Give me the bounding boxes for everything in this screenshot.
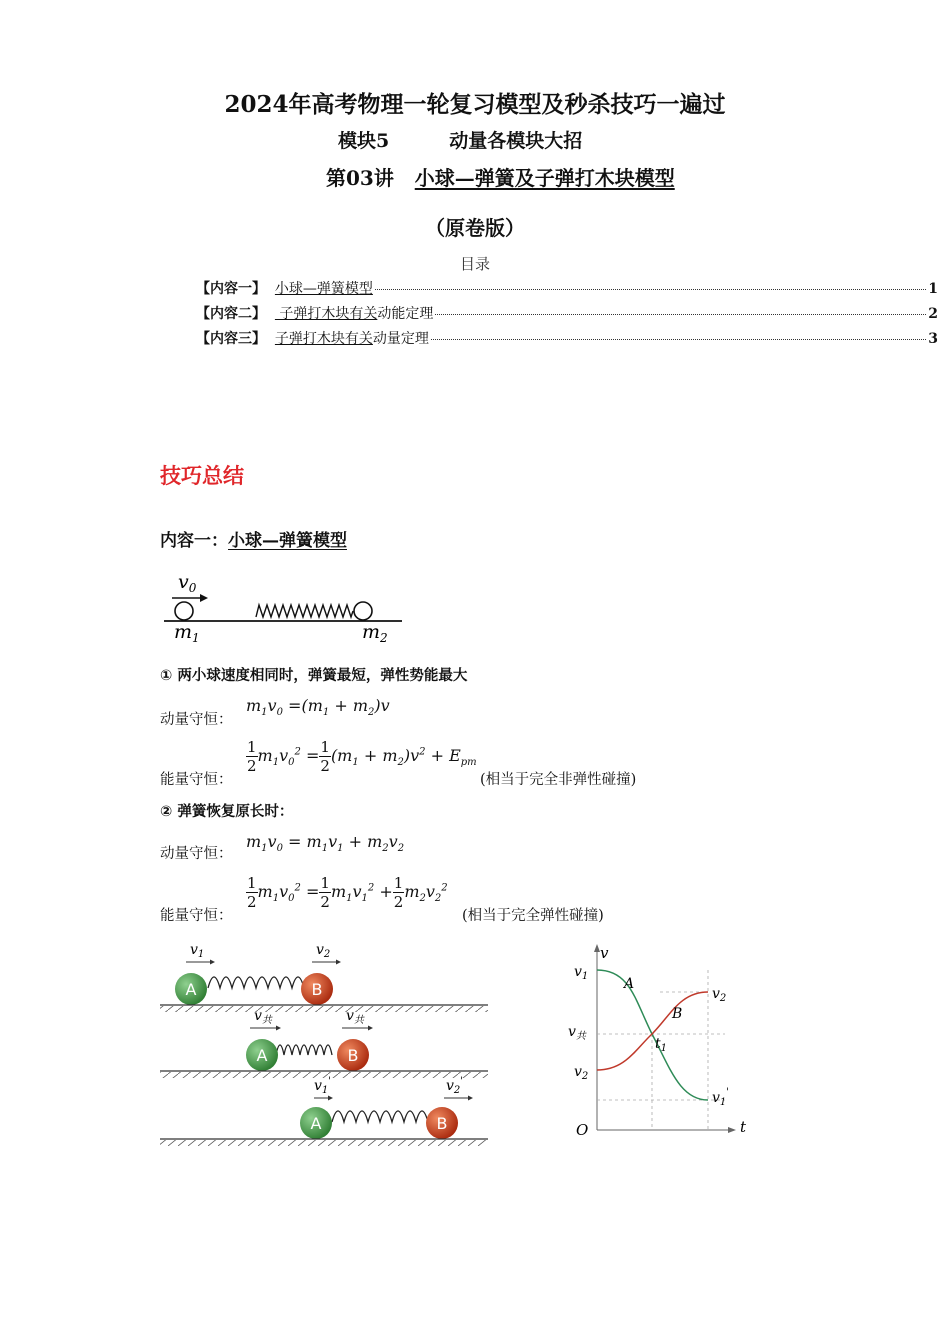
module-name: 动量各模块大招 (449, 130, 583, 152)
v1-prime-end-label: $v_1'$ (712, 1087, 730, 1108)
v2-label: $v_2$ (316, 942, 331, 960)
lecture-label: 第03讲 (326, 166, 394, 190)
toc-leader (435, 314, 926, 315)
lecture-line (326, 162, 675, 191)
toc-page: 1 (928, 281, 938, 297)
velocity-time-graph (560, 940, 760, 1145)
spring-compressed (276, 1045, 332, 1055)
v2-end-label: $v_2$ (712, 986, 727, 1004)
toc-tag: 【内容一】 (196, 281, 266, 297)
y-axis-label: v (600, 944, 609, 962)
case2-energy-label: 能量守恒： (160, 908, 233, 924)
v1-label: $v_1$ (190, 942, 205, 960)
toc-leader (375, 289, 926, 290)
curve-b-label: B (672, 1006, 683, 1022)
case2-energy-equation: $\frac{1}{2}$ $m_1v_0^2$ = $\frac{1}{2}$ $m_1v_1^2$ + $\frac{1}{2}$ $m_2v_2^2$ (247, 874, 448, 911)
v2-prime-label: $v_2'$ (446, 1076, 464, 1096)
ball-b-label: B (436, 1114, 448, 1133)
section-heading: 技巧总结 (160, 464, 244, 488)
toc-page: 3 (928, 331, 938, 347)
v-common-label: $v_共$ (254, 1008, 272, 1026)
v-common-label: $v_共$ (346, 1008, 364, 1026)
toc-page: 2 (928, 306, 938, 322)
stage-3 (160, 1076, 488, 1146)
ball-m2 (354, 602, 372, 620)
toc-heading: 目录 (459, 255, 490, 273)
ball-a-label: A (185, 980, 197, 999)
spring (208, 977, 316, 988)
curve-a (597, 970, 708, 1100)
curve-b (597, 992, 708, 1070)
stage-2 (160, 1008, 488, 1078)
collision-stages-diagram (158, 938, 493, 1148)
spring (332, 1111, 440, 1122)
lecture-name: 小球—弹簧及子弹打木块模型 (414, 166, 675, 190)
vgong-tick-label: $v_共$ (568, 1024, 586, 1042)
toc-item-2[interactable] (196, 303, 938, 323)
v1-tick-label: $v_1$ (574, 964, 589, 982)
m2-label: $m_2$ (362, 621, 388, 645)
document-title: 2024年高考物理一轮复习模型及秒杀技巧一遍过 (224, 91, 726, 118)
v0-label: $v_0$ (178, 571, 197, 595)
case2-momentum-equation: $m_1v_0 = m_1v_1 + m_2v_2$ (246, 832, 405, 855)
toc-tag: 【内容二】 (196, 306, 266, 322)
case1-momentum-equation: $m_1v_0 =(m_1 + m_2)v$ (246, 696, 390, 719)
ball-a-label: A (256, 1046, 268, 1065)
ball-b-label: B (311, 980, 323, 999)
toc-item-1[interactable] (196, 278, 938, 298)
case2-note: (相当于完全弹性碰撞) (462, 908, 604, 924)
module-label: 模块5 (338, 130, 390, 152)
curve-a-label: A (624, 976, 635, 992)
case1-note: (相当于完全非弹性碰撞) (480, 772, 637, 788)
toc-leader (431, 339, 926, 340)
ball-spring-figure (160, 568, 410, 646)
case2-momentum-label: 动量守恒： (160, 846, 233, 862)
module-line (338, 126, 582, 153)
content-title: 小球—弹簧模型 (228, 531, 347, 551)
m1-label: $m_1$ (174, 621, 200, 645)
case1-momentum-label: 动量守恒： (160, 712, 233, 728)
edition-label: （原卷版） (425, 216, 525, 240)
toc-link[interactable]: 子弹打木块有关 (274, 306, 378, 322)
t1-label: $t_1$ (655, 1036, 668, 1054)
toc-rest: 动能定理 (377, 306, 434, 322)
ball-a-label: A (310, 1114, 322, 1133)
spring (256, 605, 353, 617)
case1-energy-label: 能量守恒： (160, 772, 233, 788)
ball-b-label: B (347, 1046, 359, 1065)
case2-heading: ② 弹簧恢复原长时： (160, 804, 294, 820)
content-heading (160, 526, 347, 551)
content-prefix: 内容一： (160, 531, 228, 551)
ball-m1 (175, 602, 193, 620)
v2-tick-label: $v_2$ (574, 1064, 589, 1082)
stage-1 (160, 942, 488, 1012)
toc-tag: 【内容三】 (196, 331, 266, 347)
v1-prime-label: $v_1'$ (314, 1076, 332, 1096)
toc-item-3[interactable] (196, 328, 938, 348)
case1-energy-equation: $\frac{1}{2}$ $m_1v_0^2$ = $\frac{1}{2}$ $(m_1 + m_2)v^2 + E_{pm}$ (247, 738, 477, 775)
x-axis-label: t (740, 1118, 747, 1136)
toc-link[interactable]: 子弹打木块有关 (274, 331, 373, 347)
origin-label: O (576, 1121, 589, 1139)
toc-link[interactable]: 小球—弹簧模型 (274, 281, 373, 297)
velocity-arrow-icon (200, 594, 208, 602)
case1-heading: ① 两小球速度相同时，弹簧最短，弹性势能最大 (160, 668, 468, 684)
toc-rest: 动量定理 (372, 331, 429, 347)
